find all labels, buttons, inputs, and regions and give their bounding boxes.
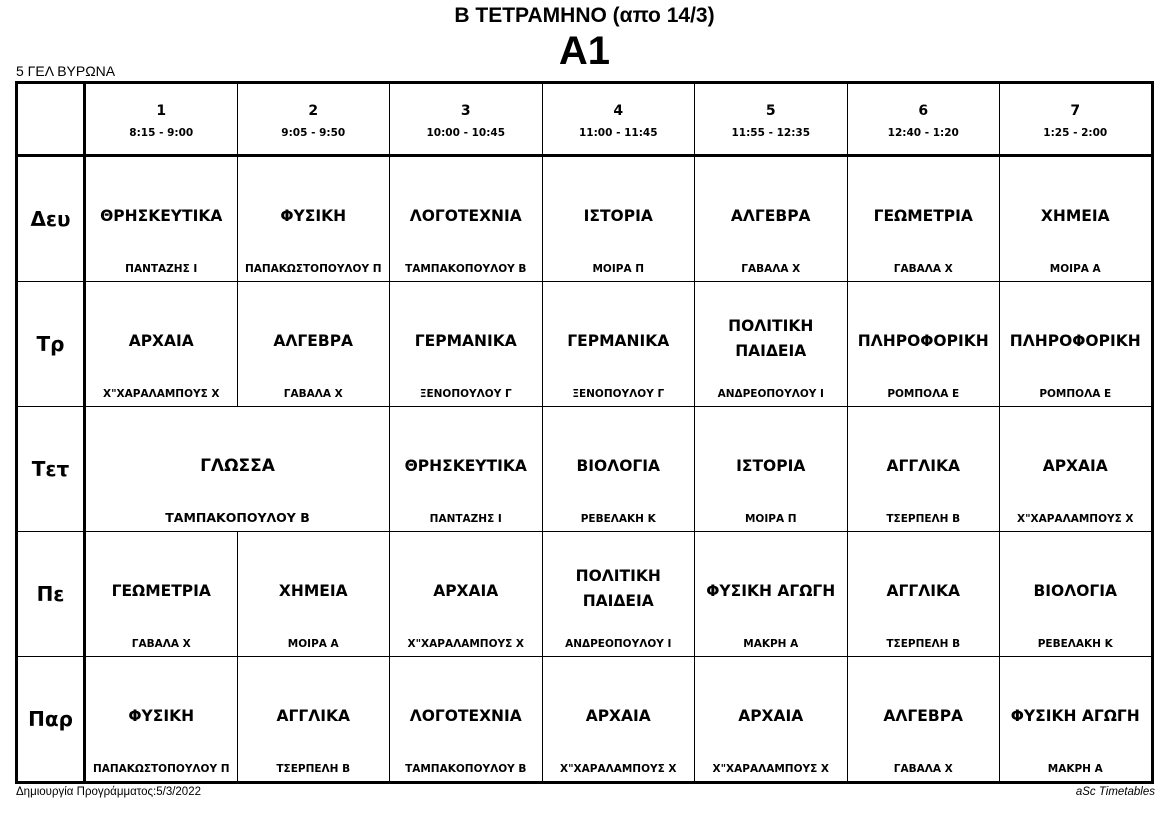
lesson-subject: ΦΥΣΙΚΗ ΑΓΩΓΗ — [706, 582, 836, 600]
lesson-cell — [237, 532, 390, 657]
school-name: 5 ΓΕΛ ΒΥΡΩΝΑ — [16, 63, 116, 79]
day-row — [17, 657, 1153, 783]
lesson-subject: ΠΟΛΙΤΙΚΗ ΠΑΙΔΕΙΑ — [728, 317, 814, 360]
lesson-subject: ΠΛΗΡΟΦΟΡΙΚΗ — [1009, 332, 1141, 350]
lesson-cell — [847, 282, 1000, 407]
lesson-teacher: ΤΣΕΡΠΕΛΗ Β — [886, 513, 961, 525]
lesson-subject: ΒΙΟΛΟΓΙΑ — [576, 457, 661, 475]
lesson-cell — [695, 282, 848, 407]
corner-cell — [17, 83, 85, 156]
lesson-cell — [695, 407, 848, 532]
lesson-subject: ΑΓΓΛΙΚΑ — [886, 457, 961, 475]
lesson-teacher: ΤΑΜΠΑΚΟΠΟΥΛΟΥ Β — [165, 510, 310, 525]
lesson-teacher: Χ"ΧΑΡΑΛΑΜΠΟΥΣ Χ — [712, 763, 830, 775]
lesson-teacher: ΑΝΔΡΕΟΠΟΥΛΟΥ Ι — [717, 388, 824, 400]
lesson-subject: ΑΡΧΑΙΑ — [128, 332, 194, 350]
lesson-cell — [542, 282, 695, 407]
lesson-teacher: ΡΕΒΕΛΑΚΗ Κ — [580, 513, 656, 525]
lesson-teacher: ΤΑΜΠΑΚΟΠΟΥΛΟΥ Β — [405, 763, 527, 775]
lesson-subject: ΑΓΓΛΙΚΑ — [276, 707, 351, 725]
period-header-4 — [542, 83, 695, 156]
lesson-cell — [695, 532, 848, 657]
lesson-teacher: ΓΑΒΑΛΑ Χ — [131, 638, 191, 650]
lesson-subject: ΦΥΣΙΚΗ ΑΓΩΓΗ — [1010, 707, 1140, 725]
lesson-subject: ΑΡΧΑΙΑ — [1042, 457, 1108, 475]
lesson-cell — [390, 407, 543, 532]
lesson-cell — [390, 282, 543, 407]
period-time: 8:15 - 9:00 — [129, 127, 194, 139]
lesson-subject: ΠΛΗΡΟΦΟΡΙΚΗ — [857, 332, 989, 350]
lesson-teacher: Χ"ΧΑΡΑΛΑΜΠΟΥΣ Χ — [559, 763, 677, 775]
lesson-subject: ΑΡΧΑΙΑ — [585, 707, 651, 725]
day-row — [17, 532, 1153, 657]
lesson-subject: ΘΡΗΣΚΕΥΤΙΚΑ — [100, 207, 223, 225]
period-number: 6 — [918, 103, 929, 119]
period-time: 11:00 - 11:45 — [578, 127, 658, 139]
lesson-cell — [85, 532, 238, 657]
lesson-subject: ΒΙΟΛΟΓΙΑ — [1033, 582, 1118, 600]
day-row — [17, 156, 1153, 282]
lesson-teacher: ΡΕΒΕΛΑΚΗ Κ — [1037, 638, 1113, 650]
period-header-5 — [695, 83, 848, 156]
lesson-teacher: ΤΑΜΠΑΚΟΠΟΥΛΟΥ Β — [405, 263, 527, 275]
lesson-cell — [1000, 657, 1153, 783]
lesson-cell — [847, 156, 1000, 282]
lesson-subject: ΛΟΓΟΤΕΧΝΙΑ — [409, 707, 522, 725]
lesson-cell — [695, 156, 848, 282]
lesson-cell — [390, 156, 543, 282]
period-number: 4 — [613, 103, 624, 119]
day-label: Τρ — [17, 282, 85, 407]
period-time: 1:25 - 2:00 — [1043, 127, 1108, 139]
lesson-cell — [847, 532, 1000, 657]
lesson-subject: ΦΥΣΙΚΗ — [128, 707, 195, 725]
lesson-cell — [390, 532, 543, 657]
lesson-subject: ΠΟΛΙΤΙΚΗ ΠΑΙΔΕΙΑ — [575, 567, 661, 610]
lesson-cell — [85, 657, 238, 783]
lesson-subject: ΑΡΧΑΙΑ — [738, 707, 804, 725]
lesson-teacher: ΜΟΙΡΑ Π — [592, 263, 645, 275]
lesson-teacher: Χ"ΧΑΡΑΛΑΜΠΟΥΣ Χ — [407, 638, 525, 650]
lesson-teacher: Χ"ΧΑΡΑΛΑΜΠΟΥΣ Χ — [102, 388, 220, 400]
period-number: 2 — [308, 103, 319, 119]
lesson-subject: ΛΟΓΟΤΕΧΝΙΑ — [409, 207, 522, 225]
lesson-cell — [542, 407, 695, 532]
lesson-teacher: ΡΟΜΠΟΛΑ Ε — [1039, 388, 1112, 400]
lesson-cell — [1000, 407, 1153, 532]
lesson-cell — [1000, 156, 1153, 282]
day-label: Πε — [17, 532, 85, 657]
lesson-teacher: ΠΑΠΑΚΩΣΤΟΠΟΥΛΟΥ Π — [92, 763, 230, 775]
period-time: 12:40 - 1:20 — [887, 127, 959, 139]
lesson-subject: ΑΛΓΕΒΡΑ — [883, 707, 964, 725]
lesson-cell — [237, 282, 390, 407]
lesson-subject: ΧΗΜΕΙΑ — [278, 582, 348, 600]
lesson-teacher: ΓΑΒΑΛΑ Χ — [893, 263, 953, 275]
lesson-subject: ΓΛΩΣΣΑ — [200, 456, 275, 476]
lesson-cell — [85, 282, 238, 407]
lesson-cell — [237, 657, 390, 783]
class-name: Α1 — [558, 29, 611, 73]
timetable — [15, 81, 1154, 784]
lesson-subject: ΑΛΓΕΒΡΑ — [730, 207, 811, 225]
lesson-teacher: ΓΑΒΑΛΑ Χ — [741, 263, 801, 275]
lesson-teacher: ΜΟΙΡΑ Α — [1049, 263, 1101, 275]
lesson-teacher: ΞΕΝΟΠΟΥΛΟΥ Γ — [572, 388, 665, 400]
lesson-teacher: ΤΣΕΡΠΕΛΗ Β — [276, 763, 351, 775]
period-number: 5 — [765, 103, 776, 119]
period-header-row — [17, 83, 1153, 156]
lesson-cell — [85, 156, 238, 282]
lesson-teacher: ΠΑΝΤΑΖΗΣ Ι — [125, 263, 198, 275]
lesson-teacher: ΓΑΒΑΛΑ Χ — [893, 763, 953, 775]
period-header-6 — [847, 83, 1000, 156]
lesson-cell — [390, 657, 543, 783]
lesson-subject: ΦΥΣΙΚΗ — [280, 207, 347, 225]
lesson-teacher: ΜΟΙΡΑ Α — [287, 638, 339, 650]
lesson-teacher: ΑΝΔΡΕΟΠΟΥΛΟΥ Ι — [565, 638, 672, 650]
lesson-cell — [1000, 282, 1153, 407]
period-header-3 — [390, 83, 543, 156]
lesson-cell — [542, 532, 695, 657]
lesson-subject: ΘΡΗΣΚΕΥΤΙΚΑ — [404, 457, 527, 475]
lesson-teacher: ΠΑΝΤΑΖΗΣ Ι — [429, 513, 502, 525]
period-number: 7 — [1070, 103, 1081, 119]
day-label: Παρ — [17, 657, 85, 783]
lesson-teacher: ΓΑΒΑΛΑ Χ — [283, 388, 343, 400]
day-row — [17, 282, 1153, 407]
lesson-subject: ΓΕΡΜΑΝΙΚΑ — [567, 332, 670, 350]
lesson-subject: ΓΕΩΜΕΤΡΙΑ — [873, 207, 973, 225]
day-label: Τετ — [17, 407, 85, 532]
period-number: 1 — [156, 103, 167, 119]
day-label: Δευ — [17, 156, 85, 282]
lesson-teacher: ΜΑΚΡΗ Α — [743, 638, 799, 650]
lesson-teacher: ΜΟΙΡΑ Π — [744, 513, 797, 525]
term-title: Β ΤΕΤΡΑΜΗΝΟ (απο 14/3) — [454, 4, 715, 27]
lesson-cell — [847, 407, 1000, 532]
lesson-teacher: ΡΟΜΠΟΛΑ Ε — [887, 388, 960, 400]
lesson-teacher: ΞΕΝΟΠΟΥΛΟΥ Γ — [419, 388, 512, 400]
lesson-cell — [695, 657, 848, 783]
period-header-1 — [85, 83, 238, 156]
period-header-7 — [1000, 83, 1153, 156]
lesson-cell — [847, 657, 1000, 783]
period-header-2 — [237, 83, 390, 156]
lesson-teacher: ΜΑΚΡΗ Α — [1047, 763, 1103, 775]
lesson-cell — [542, 156, 695, 282]
lesson-subject: ΧΗΜΕΙΑ — [1040, 207, 1110, 225]
lesson-subject: ΓΕΡΜΑΝΙΚΑ — [414, 332, 517, 350]
period-number: 3 — [460, 103, 471, 119]
lesson-teacher: ΤΣΕΡΠΕΛΗ Β — [886, 638, 961, 650]
lesson-subject: ΑΡΧΑΙΑ — [433, 582, 499, 600]
lesson-teacher: ΠΑΠΑΚΩΣΤΟΠΟΥΛΟΥ Π — [244, 263, 382, 275]
software-credit: aSc Timetables — [1075, 786, 1155, 798]
lesson-subject: ΓΕΩΜΕΤΡΙΑ — [111, 582, 211, 600]
lesson-subject: ΑΛΓΕΒΡΑ — [273, 332, 354, 350]
period-time: 10:00 - 10:45 — [426, 127, 505, 139]
lesson-cell — [237, 156, 390, 282]
lesson-teacher: Χ"ΧΑΡΑΛΑΜΠΟΥΣ Χ — [1016, 513, 1134, 525]
lesson-subject: ΙΣΤΟΡΙΑ — [736, 457, 806, 475]
lesson-cell — [85, 407, 390, 532]
creation-date: Δημιουργία Προγράμματος:5/3/2022 — [16, 786, 201, 798]
lesson-cell — [542, 657, 695, 783]
period-time: 9:05 - 9:50 — [281, 127, 346, 139]
lesson-cell — [1000, 532, 1153, 657]
lesson-subject: ΙΣΤΟΡΙΑ — [583, 207, 653, 225]
period-time: 11:55 - 12:35 — [731, 127, 810, 139]
lesson-subject: ΑΓΓΛΙΚΑ — [886, 582, 961, 600]
day-row — [17, 407, 1153, 532]
